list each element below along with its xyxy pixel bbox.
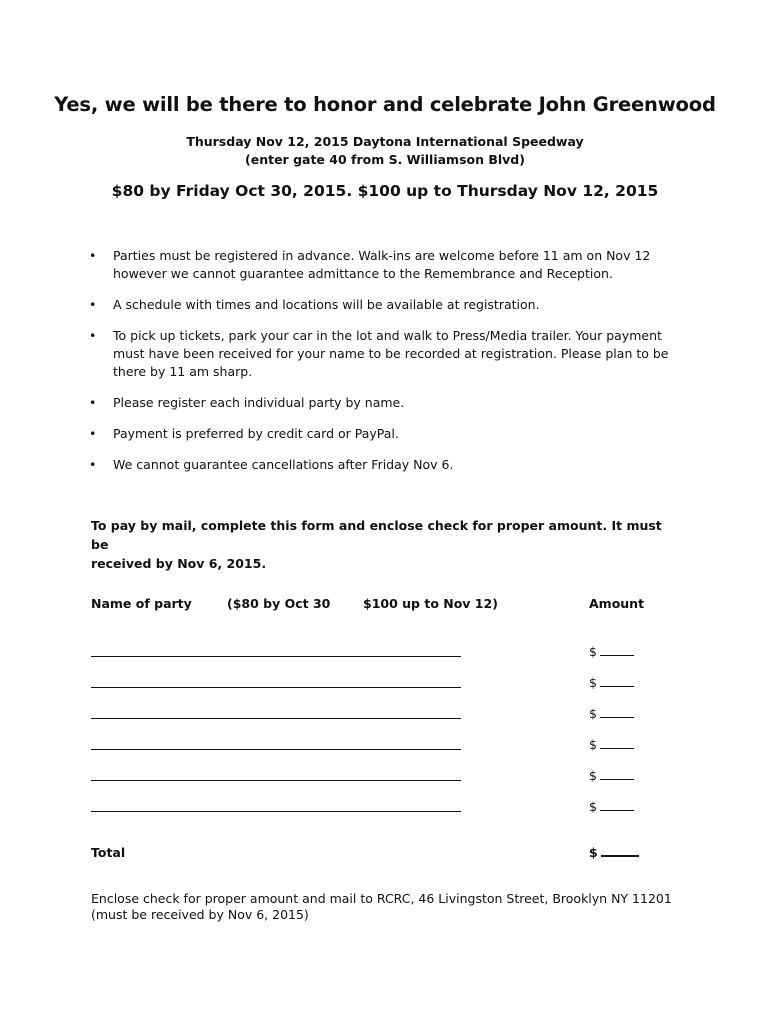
bullet-icon: •	[89, 297, 97, 312]
info-bullet-list	[88, 247, 688, 487]
party-name-field[interactable]	[91, 656, 461, 657]
bullet-icon: •	[89, 426, 97, 441]
amount-blank[interactable]	[600, 645, 634, 656]
amount-field[interactable]	[589, 706, 634, 721]
event-date-venue: Thursday Nov 12, 2015 Daytona International Speedway	[186, 134, 584, 149]
bullet-icon: •	[89, 248, 97, 263]
mailing-address-line: Enclose check for proper amount and mail to RCRC, 46 Livingston Street, Brooklyn NY 11201	[91, 891, 672, 906]
amount-field[interactable]	[589, 644, 634, 659]
bullet-item	[88, 296, 688, 314]
mailing-deadline-line: (must be received by Nov 6, 2015)	[91, 907, 309, 922]
bullet-item	[88, 394, 688, 412]
amount-field[interactable]	[589, 737, 634, 752]
header-early-price: ($80 by Oct 30	[227, 596, 331, 611]
total-amount-field[interactable]	[589, 845, 639, 860]
bullet-text: Payment is preferred by credit card or PayPal.	[113, 426, 399, 441]
bullet-text: Parties must be registered in advance. Walk-ins are welcome before 11 am on Nov 12	[113, 248, 651, 263]
amount-blank[interactable]	[600, 707, 634, 718]
party-name-field[interactable]	[91, 811, 461, 812]
bullet-text: Please register each individual party by name.	[113, 395, 405, 410]
amount-blank[interactable]	[600, 769, 634, 780]
bullet-text: must have been received for your name to be recorded at registration. Please plan to be	[113, 346, 669, 361]
mail-instructions-line: received by Nov 6, 2015.	[91, 556, 267, 571]
event-gate-directions: (enter gate 40 from S. Williamson Blvd)	[245, 152, 525, 167]
header-late-price: $100 up to Nov 12)	[363, 596, 498, 611]
bullet-icon: •	[89, 328, 97, 343]
bullet-text: We cannot guarantee cancellations after Friday Nov 6.	[113, 457, 454, 472]
page-title: Yes, we will be there to honor and celebrate John Greenwood	[54, 93, 716, 116]
bullet-text: To pick up tickets, park your car in the lot and walk to Press/Media trailer. Your payment	[113, 328, 662, 343]
party-name-field[interactable]	[91, 749, 461, 750]
currency-symbol: $	[589, 768, 597, 783]
bullet-text: however we cannot guarantee admittance to the Remembrance and Reception.	[113, 266, 613, 281]
bullet-text: there by 11 am sharp.	[113, 364, 253, 379]
bullet-item	[88, 425, 688, 443]
pricing-line: $80 by Friday Oct 30, 2015. $100 up to Thursday Nov 12, 2015	[111, 182, 659, 200]
bullet-icon: •	[89, 395, 97, 410]
currency-symbol: $	[589, 799, 597, 814]
party-name-field[interactable]	[91, 718, 461, 719]
bullet-item	[88, 327, 688, 381]
currency-symbol: $	[589, 845, 598, 860]
mail-instructions	[91, 516, 681, 573]
total-label: Total	[91, 845, 126, 860]
currency-symbol: $	[589, 737, 597, 752]
amount-blank[interactable]	[600, 738, 634, 749]
currency-symbol: $	[589, 706, 597, 721]
amount-blank[interactable]	[600, 800, 634, 811]
total-amount-blank[interactable]	[601, 845, 639, 857]
bullet-icon: •	[89, 457, 97, 472]
bullet-item	[88, 456, 688, 474]
currency-symbol: $	[589, 644, 597, 659]
bullet-item	[88, 247, 688, 283]
party-name-field[interactable]	[91, 687, 461, 688]
amount-blank[interactable]	[600, 676, 634, 687]
currency-symbol: $	[589, 675, 597, 690]
header-amount: Amount	[589, 596, 645, 611]
amount-field[interactable]	[589, 675, 634, 690]
mail-instructions-line: To pay by mail, complete this form and enclose check for proper amount. It must be	[91, 518, 662, 552]
amount-field[interactable]	[589, 799, 634, 814]
bullet-text: A schedule with times and locations will be available at registration.	[113, 297, 540, 312]
mailing-address-note	[91, 891, 711, 923]
amount-field[interactable]	[589, 768, 634, 783]
party-name-field[interactable]	[91, 780, 461, 781]
header-name-of-party: Name of party	[91, 596, 192, 611]
